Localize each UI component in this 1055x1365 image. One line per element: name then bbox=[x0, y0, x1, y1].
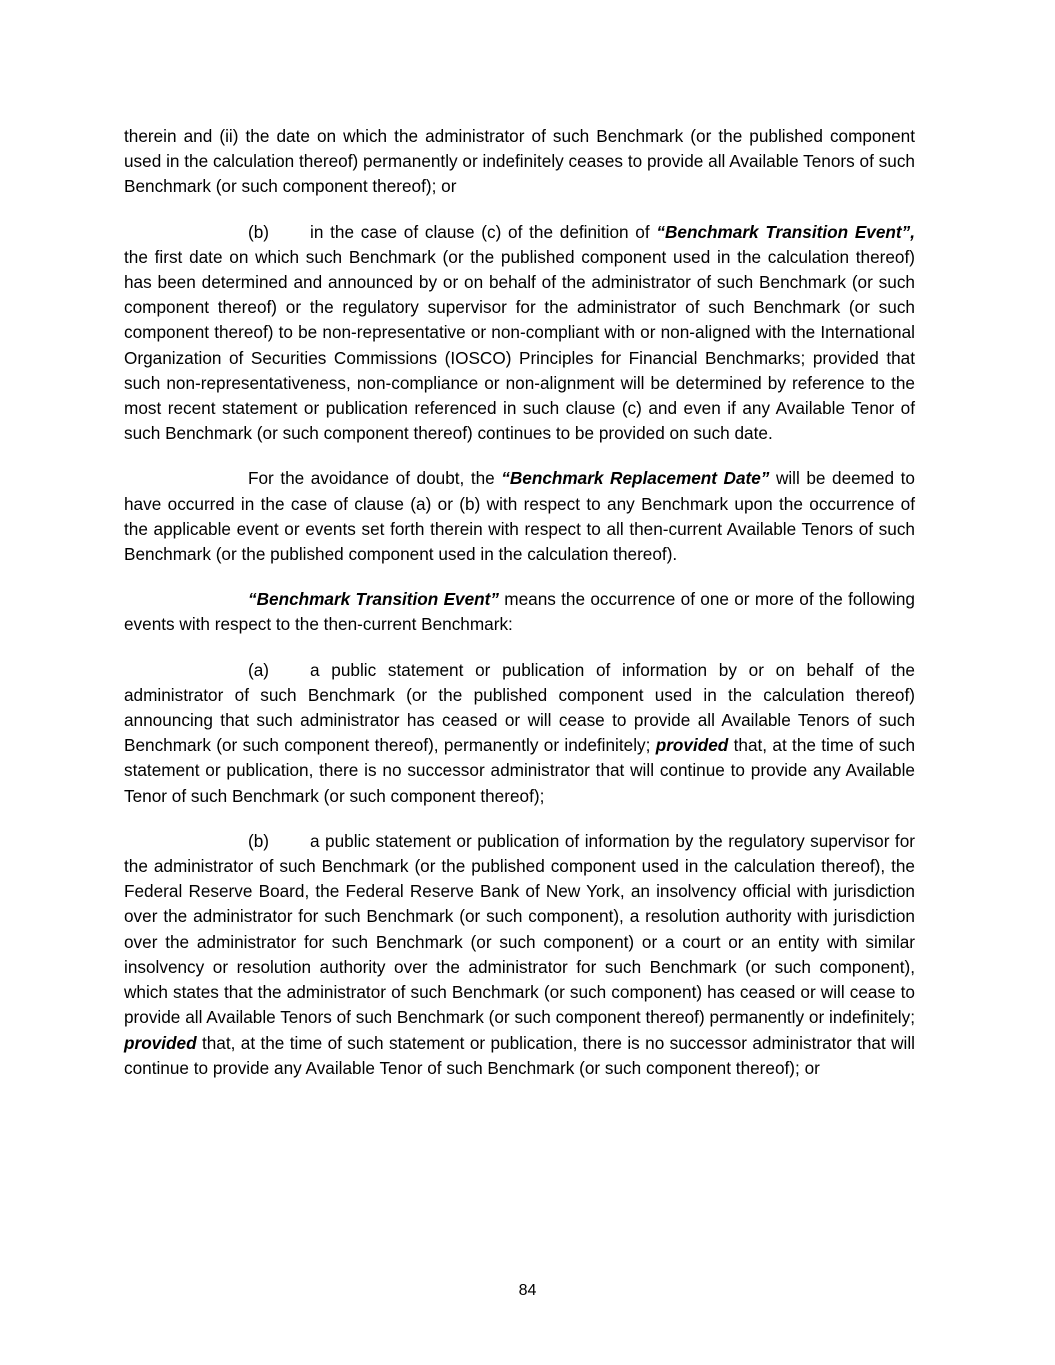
paragraph-clause-a-public-statement bbox=[124, 658, 915, 809]
paragraph-text: the first date on which such Benchmark (or the published component used in the calculation thereof) has been determined and announced by or on behalf of the administrator of such Benchmark (or such component thereof) or the regulatory supervisor for the administrator of such Benchmark (or such component thereof) to be non-representative or non-compliant with or non-aligned with the International Organization of Securities Commissions (IOSCO) Principles for Financial Benchmarks; provided that such non-representativeness, non-compliance or non-alignment will be determined by reference to the most recent statement or publication referenced in such clause (c) and even if any Available Tenor of such Benchmark (or such component thereof) continues to be provided on such date. bbox=[124, 246, 915, 444]
clause-label: (b) bbox=[248, 830, 270, 851]
defined-term: “Benchmark Replacement Date” bbox=[501, 468, 770, 489]
paragraph-clause-b-replacement-date bbox=[124, 220, 915, 447]
clause-label: (b) bbox=[248, 221, 270, 242]
paragraph-text: that, at the time of such statement or publication, there is no successor administrator that will continue to provide any Available Tenor of such Benchmark (or such component thereof); bbox=[124, 735, 916, 806]
document-page bbox=[124, 124, 915, 1101]
paragraph-text: means the occurrence of one or more of the following events with respect to the then-current Benchmark: bbox=[124, 589, 915, 635]
page-number: 84 bbox=[518, 1282, 537, 1299]
defined-term: provided bbox=[655, 735, 729, 756]
defined-term: provided bbox=[124, 1032, 197, 1053]
paragraph-text: that, at the time of such statement or publication, there is no successor administrator that will continue to provide any Available Tenor of such Benchmark (or such component thereof); or bbox=[124, 1032, 915, 1078]
paragraph-text: will be deemed to have occurred in the case of clause (a) or (b) with respect to any Benchmark upon the occurrence of the applicable event or events set forth therein with respect to all then-current Available Tenors of such Benchmark (or the published component used in the calculation thereof). bbox=[124, 468, 915, 565]
paragraph-text: For the avoidance of doubt, the bbox=[248, 468, 502, 489]
defined-term: “Benchmark Transition Event”, bbox=[656, 221, 915, 242]
paragraph-text: therein and (ii) the date on which the administrator of such Benchmark (or the published component used in the calculation thereof) permanently or indefinitely ceases to provide all Available Tenors of such Benchmark (or such component thereof); or bbox=[124, 126, 915, 197]
paragraph-continuation bbox=[124, 124, 915, 200]
paragraph-text: a public statement or publication of information by the regulatory supervisor for the administrator of such Benchmark (or the published component used in the calculation thereof), the Federal Reserve Board, the Federal Reserve Bank of New York, an insolvency official with jurisdiction over the administrator for such Benchmark (or such component), a resolution authority with jurisdiction over the administrator for such Benchmark (or such component) or a court or an entity with similar insolvency or resolution authority over the administrator for such Benchmark (or such component), which states that the administrator of such Benchmark (or such component) has ceased or will cease to provide all Available Tenors of such Benchmark (or such component thereof) permanently or indefinitely; bbox=[124, 830, 915, 1028]
paragraph-text: in the case of clause (c) of the definition of bbox=[310, 221, 657, 242]
paragraph-avoidance-of-doubt bbox=[124, 466, 915, 567]
paragraph-text: a public statement or publication of information by or on behalf of the administrator of such Benchmark (or the published component used in the calculation thereof) announcing that such administrator has ceased or will cease to provide all Available Tenors of such Benchmark (or such component thereof), permanently or indefinitely; bbox=[124, 659, 915, 756]
defined-term: “Benchmark Transition Event” bbox=[248, 589, 499, 610]
clause-label: (a) bbox=[248, 659, 270, 680]
paragraph-definition-transition-event bbox=[124, 587, 915, 637]
paragraph-clause-b-regulatory-statement bbox=[124, 829, 915, 1081]
